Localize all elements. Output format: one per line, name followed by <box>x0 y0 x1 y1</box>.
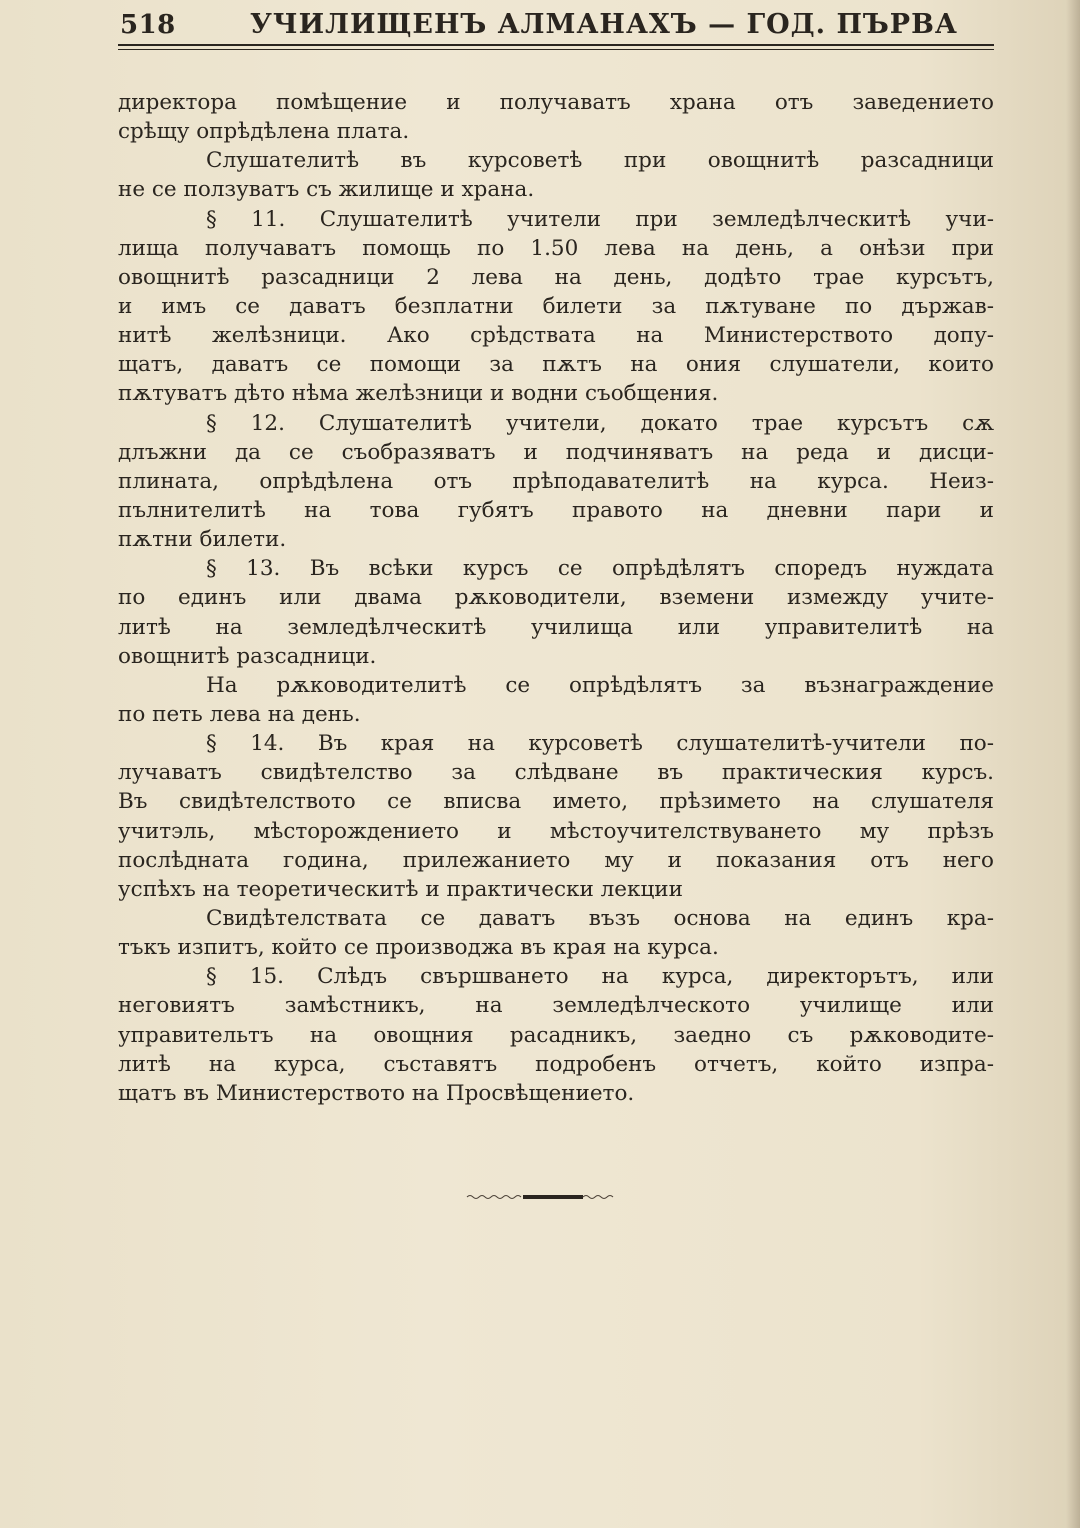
header-rule-thick <box>118 44 994 46</box>
text-line: щатъ въ Министерството на Просвѣщението. <box>118 1080 635 1106</box>
text-line: лучаватъ свидѣтелство за слѣдване въ практическия курсъ. <box>118 760 994 786</box>
text-line: директора помѣщение и получаватъ храна отъ заведението <box>118 90 994 115</box>
text-line: пѫтуватъ дѣто нѣма желѣзници и водни съобщения. <box>118 381 719 407</box>
text-line: пълнителитѣ на това губятъ правото на дневни пари и <box>118 497 994 523</box>
body-text <box>118 88 994 1108</box>
text-line: плината, опрѣдѣлена отъ прѣподавателитѣ на курса. Неиз- <box>118 468 994 494</box>
text-line: § 14. Въ края на курсоветѣ слушателитѣ-учители по- <box>206 731 994 757</box>
text-line: срѣщу опрѣдѣлена плата. <box>118 119 410 145</box>
text-line: На рѫководителитѣ се опрѣдѣлятъ за възнаграждение <box>206 672 994 698</box>
text-line: овощнитѣ разсадници. <box>118 643 377 669</box>
text-line: § 13. Въ всѣки курсъ се опрѣдѣлятъ споредъ нуждата <box>206 556 994 582</box>
text-line: нитѣ желѣзници. Ако срѣдствата на Министерството допу- <box>118 323 994 349</box>
text-line: послѣдната година, прилежанието му и показания отъ него <box>118 847 994 873</box>
text-line: § 12. Слушателитѣ учители, докато трае курсътъ сѫ <box>206 410 994 436</box>
text-line: учитэль, мѣсторождението и мѣстоучителствуването му прѣзъ <box>118 818 994 844</box>
text-line: лища получаватъ помощь по 1.50 лева на день, а онѣзи при <box>118 235 994 261</box>
text-line: щатъ, даватъ се помощи за пѫтъ на ония слушатели, които <box>118 352 994 378</box>
running-header <box>118 10 994 44</box>
running-title: УЧИЛИЩЕНЪ АЛМАНАХЪ — ГОД. ПЪРВА <box>250 9 958 40</box>
text-line: пѫтни билети. <box>118 527 287 553</box>
end-ornament <box>465 1190 615 1204</box>
text-line: Въ свидѣтелството се вписва името, прѣзимето на слушателя <box>118 789 994 815</box>
text-line: тъкъ изпитъ, който се производжа въ края на курса. <box>118 935 719 961</box>
text-line: овощнитѣ разсадници 2 лева на день, додѣто трае курсътъ, <box>118 264 994 290</box>
header-rule-thin <box>118 49 994 50</box>
text-line: не се ползуватъ съ жилище и храна. <box>118 177 535 203</box>
text-line: длъжни да се съобразяватъ и подчиняватъ на реда и дисци- <box>118 439 994 465</box>
text-line: по петь лева на день. <box>118 701 361 727</box>
text-line: по единъ или двама рѫководители, вземени измежду учите- <box>118 585 994 611</box>
page-number: 518 <box>120 10 176 40</box>
text-line: Слушателитѣ въ курсоветѣ при овощнитѣ разсадници <box>206 148 994 174</box>
text-line: неговиятъ замѣстникъ, на земледѣлческото училище или <box>118 993 994 1019</box>
text-line: § 15. Слѣдъ свършването на курса, директорътъ, или <box>206 964 994 990</box>
text-line: литѣ на курса, съставятъ подробенъ отчетъ, който изпра- <box>118 1051 994 1077</box>
text-line: успѣхъ на теоретическитѣ и практически лекции <box>118 876 683 902</box>
text-line: управительтъ на овощния расадникъ, заедно съ рѫководите- <box>118 1022 994 1048</box>
page-edge-shadow <box>1066 0 1080 1528</box>
text-line: литѣ на земледѣлческитѣ училища или управителитѣ на <box>118 614 994 640</box>
text-line: и имъ се даватъ безплатни билети за пѫтуване по държав- <box>118 293 994 319</box>
text-line: Свидѣтелствата се даватъ възъ основа на единъ кра- <box>206 905 994 931</box>
text-line: § 11. Слушателитѣ учители при земледѣлческитѣ учи- <box>206 206 994 232</box>
